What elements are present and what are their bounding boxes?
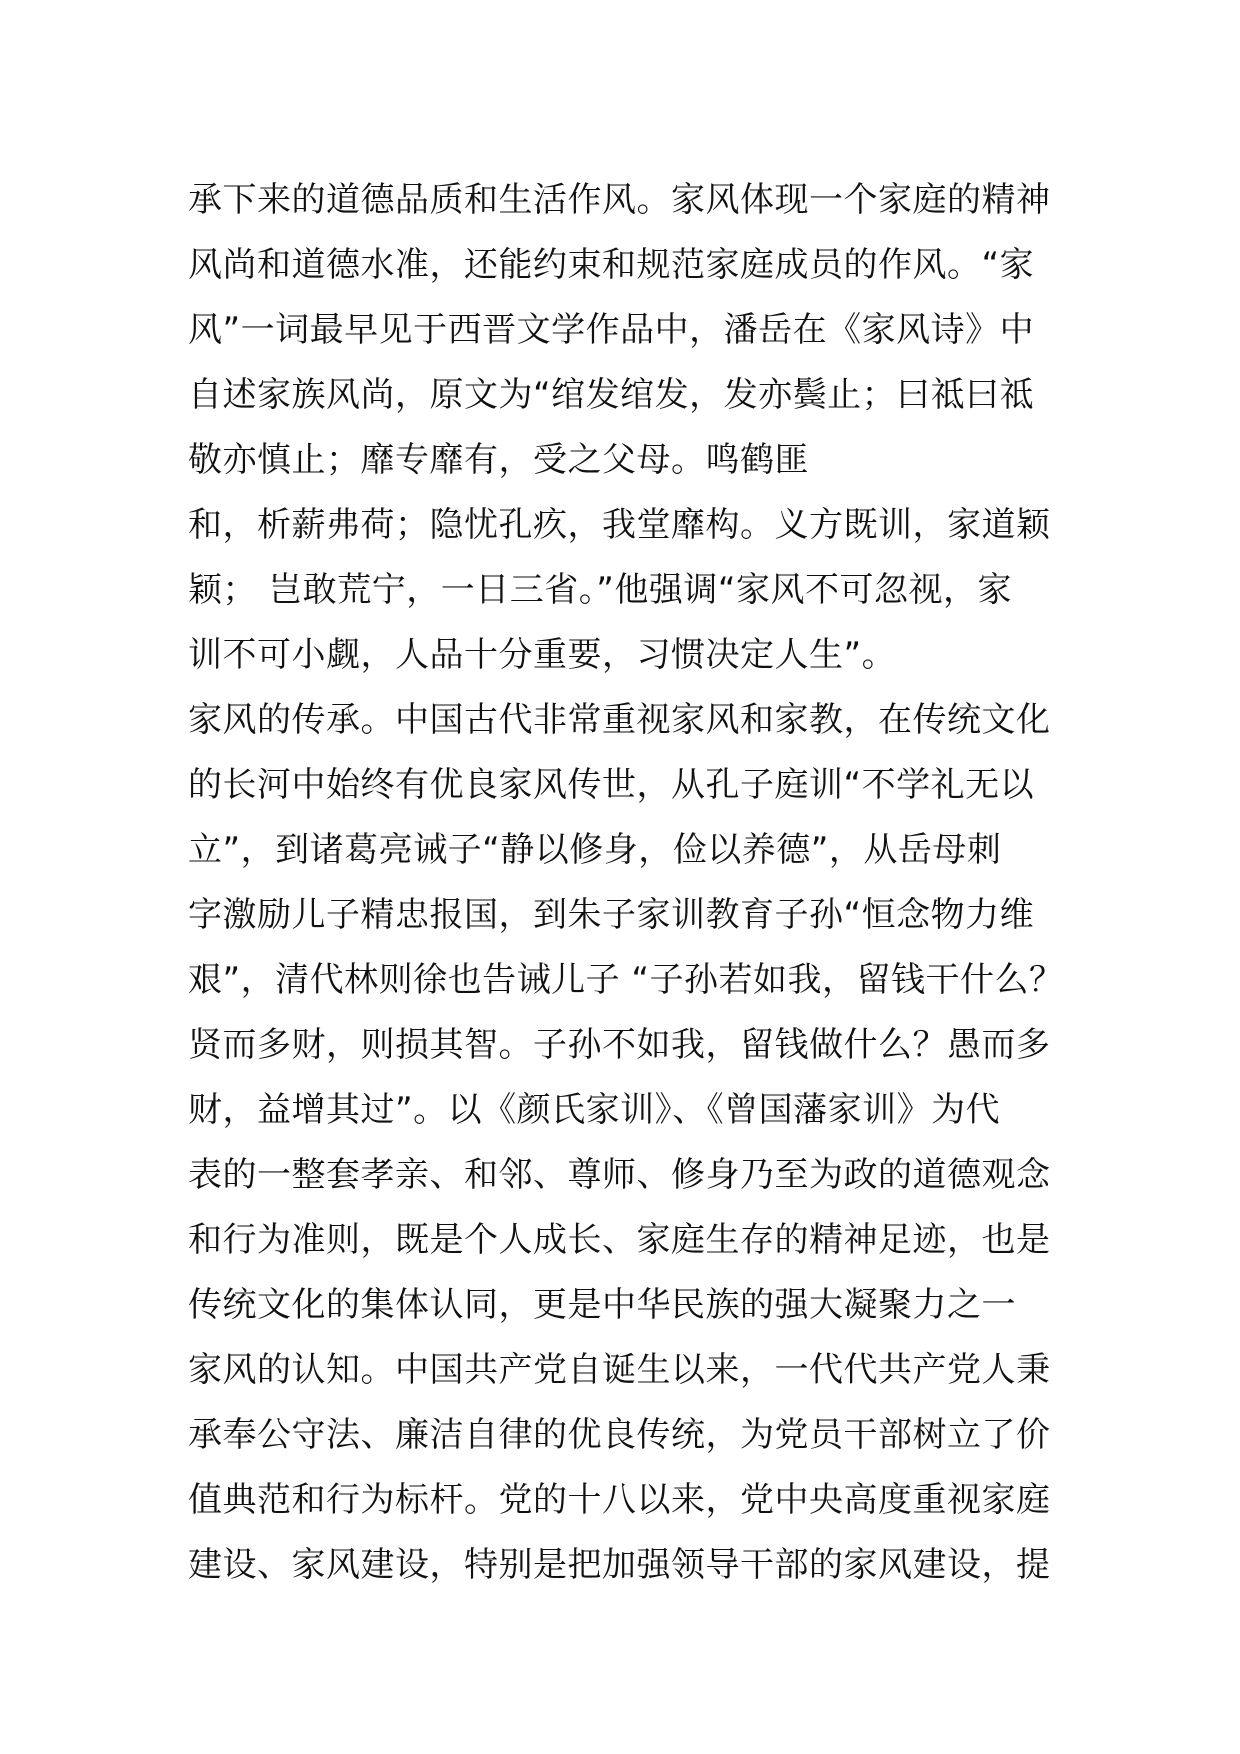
text-line: 立”，到诸葛亮诫子“静以修身，俭以养德”，从岳母刺 (188, 830, 1002, 870)
text-line: 风尚和道德水准，还能约束和规范家庭成员的作风。“家 (188, 245, 1035, 285)
text-line: 贤而多财，则损其智。子孙不如我，留钱做什么？愚而多 (188, 1025, 1051, 1065)
text-line: 传统文化的集体认同，更是中华民族的强大凝聚力之一 (188, 1285, 1016, 1325)
text-line: 家风的认知。中国共产党自诞生以来，一代代共产党人秉 (188, 1350, 1051, 1390)
text-line: 值典范和行为标杆。党的十八以来，党中央高度重视家庭 (188, 1480, 1051, 1520)
text-line: 颖； 岂敢荒宁，一日三省。”他强调“家风不可忽视，家 (188, 570, 1013, 610)
text-line: 训不可小觑，人品十分重要，习惯决定人生”。 (188, 635, 897, 675)
text-line: 表的一整套孝亲、和邻、尊师、修身乃至为政的道德观念 (188, 1155, 1051, 1195)
text-line: 和行为准则，既是个人成长、家庭生存的精神足迹，也是 (188, 1220, 1051, 1260)
text-line: 承奉公守法、廉洁自律的优良传统，为党员干部树立了价 (188, 1415, 1051, 1455)
text-line: 艰”，清代林则徐也告诫儿子 “子孙若如我，留钱干什么？ (188, 960, 1064, 1000)
text-line: 承下来的道德品质和生活作风。家风体现一个家庭的精神 (188, 180, 1051, 220)
text-line: 财，益增其过”。以《颜氏家训》、《曾国藩家训》为代 (188, 1090, 1001, 1130)
text-line: 家风的传承。中国古代非常重视家风和家教，在传统文化 (188, 700, 1051, 740)
text-line: 自述家族风尚，原文为“绾发绾发，发亦鬓止；曰祗曰祗 (188, 375, 1035, 415)
text-line: 字激励儿子精忠报国，到朱子家训教育子孙“恒念物力维 (188, 895, 1035, 935)
text-line: 的长河中始终有优良家风传世，从孔子庭训“不学礼无以 (188, 765, 1035, 805)
text-line: 建设、家风建设，特别是把加强领导干部的家风建设，提 (188, 1545, 1051, 1585)
text-line: 敬亦慎止；靡专靡有，受之父母。鸣鹤匪 (188, 440, 809, 480)
text-line: 风”一词最早见于西晋文学作品中，潘岳在《家风诗》中 (188, 310, 1035, 350)
text-line: 和，析薪弗荷；隐忧孔疚，我堂靡构。义方既训，家道颖 (188, 505, 1051, 545)
